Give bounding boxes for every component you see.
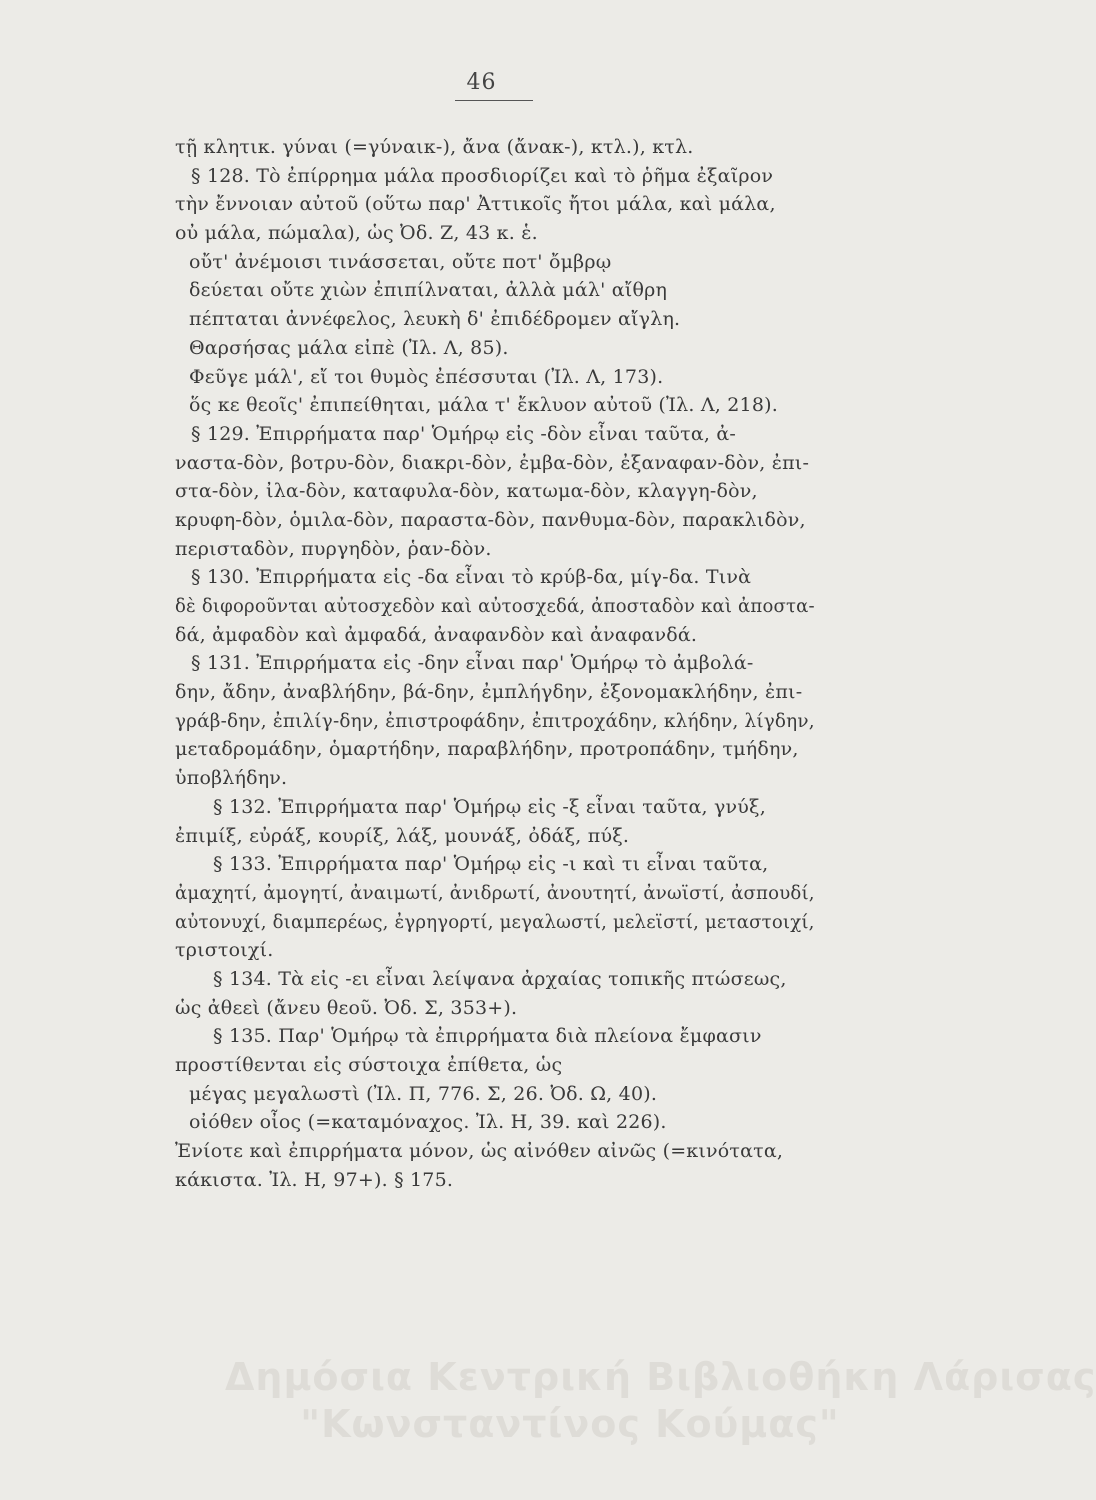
text-line: Φεῦγε μάλ', εἴ τοι θυμὸς ἐπέσσυται (Ἰλ. Λ, 173). [189, 365, 664, 388]
text-line: δην, ἄδην, ἀναβλήδην, βά-δην, ἐμπλήγδην, ἐξονομακλήδην, ἐπι- [175, 681, 803, 704]
text-line: δεύεται οὔτε χιὼν ἐπιπίλναται, ἀλλὰ μάλ' αἴθρη [189, 279, 668, 302]
text-line: Ἐνίοτε καὶ ἐπιρρήματα μόνον, ὡς αἰνόθεν αἰνῶς (=κινότατα, [175, 1140, 784, 1163]
text-line: γράβ-δην, ἐπιλίγ-δην, ἐπιστροφάδην, ἐπιτροχάδην, κλήδην, λίγδην, [175, 709, 815, 732]
text-line: οὐ μάλα, πώμαλα), ὡς Ὀδ. Ζ, 43 κ. ἑ. [175, 222, 538, 245]
text-line: πέπταται ἀννέφελος, λευκὴ δ' ἐπιδέδρομεν αἴγλη. [189, 308, 681, 331]
text-line: ἐπιμίξ, εὐράξ, κουρίξ, λάξ, μουνάξ, ὀδάξ, πύξ. [175, 824, 630, 847]
text-line: § 132. Ἐπιρρήματα παρ' Ὁμήρῳ εἰς -ξ εἶναι ταῦτα, γνύξ, [213, 795, 766, 818]
text-line: § 134. Τὰ εἰς -ει εἶναι λείψανα ἀρχαίας τοπικῆς πτώσεως, [213, 967, 787, 990]
page-number: 46 [466, 70, 497, 95]
text-line: οἰόθεν οἶος (=καταμόναχος. Ἰλ. Η, 39. καὶ 226). [189, 1111, 667, 1134]
text-line: ἀμαχητί, ἀμογητί, ἀναιμωτί, ἀνιδρωτί, ἀνουτητί, ἀνωϊστί, ἀσπουδί, [175, 881, 815, 904]
text-line: οὔτ' ἀνέμοισι τινάσσεται, οὔτε ποτ' ὄμβρῳ [189, 250, 612, 273]
library-watermark-line2: "Κωνσταντίνος Κούμας" [300, 1402, 840, 1446]
text-line: ὡς ἀθεεὶ (ἄνευ θεοῦ. Ὀδ. Σ, 353+). [175, 996, 518, 1019]
text-line: δά, ἀμφαδὸν καὶ ἀμφαδά, ἀναφανδὸν καὶ ἀναφανδά. [175, 623, 698, 646]
text-line: τῇ κλητικ. γύναι (=γύναικ-), ἄνα (ἄνακ-), κτλ.), κτλ. [175, 136, 694, 158]
text-line: § 130. Ἐπιρρήματα εἰς -δα εἶναι τὸ κρύβ-δα, μίγ-δα. Τινὰ [191, 566, 752, 589]
text-line: § 128. Τὸ ἐπίρρημα μάλα προσδιορίζει καὶ τὸ ῥῆμα ἐξαῖρον [191, 164, 774, 187]
text-line: τριστοιχί. [175, 939, 274, 962]
text-line: δὲ διφοροῦνται αὐτοσχεδὸν καὶ αὐτοσχεδά, ἀποσταδὸν καὶ ἀποστα- [175, 595, 815, 617]
header-rule [455, 100, 533, 101]
text-line: στα-δὸν, ἰλα-δὸν, καταφυλα-δὸν, κατωμα-δὸν, κλαγγη-δὸν, [175, 480, 758, 503]
text-line: ναστα-δὸν, βοτρυ-δὸν, διακρι-δὸν, ἐμβα-δὸν, ἐξαναφαν-δὸν, ἐπι- [175, 451, 810, 474]
library-watermark-line1: Δημόσια Κεντρική Βιβλιοθήκη Λάρισας [225, 1355, 1096, 1399]
text-line: Θαρσήσας μάλα εἰπὲ (Ἰλ. Λ, 85). [189, 336, 509, 359]
text-line: κρυφη-δὸν, ὁμιλα-δὸν, παραστα-δὸν, πανθυμα-δὸν, παρακλιδὸν, [175, 508, 806, 531]
text-line: κάκιστα. Ἰλ. Η, 97+). § 175. [175, 1168, 454, 1191]
text-line: μεταδρομάδην, ὁμαρτήδην, παραβλήδην, προτροπάδην, τμήδην, [175, 738, 799, 761]
text-line: § 133. Ἐπιρρήματα παρ' Ὁμήρῳ εἰς -ι καὶ τι εἶναι ταῦτα, [213, 853, 769, 876]
text-line: αὐτονυχί, διαμπερέως, ἐγρηγορτί, μεγαλωστί, μελεϊστί, μεταστοιχί, [175, 910, 815, 933]
text-line: τὴν ἔννοιαν αὐτοῦ (οὕτω παρ' Ἀττικοῖς ἤτοι μάλα, καὶ μάλα, [175, 193, 776, 216]
text-line: μέγας μεγαλωστὶ (Ἰλ. Π, 776. Σ, 26. Ὀδ. Ω, 40). [189, 1082, 658, 1105]
text-line: ὅς κε θεοῖς' ἐπιπείθηται, μάλα τ' ἔκλυον αὐτοῦ (Ἰλ. Λ, 218). [189, 394, 778, 417]
body-text [175, 133, 815, 1194]
text-line: προστίθενται εἰς σύστοιχα ἐπίθετα, ὡς [175, 1054, 563, 1076]
text-line: περισταδὸν, πυργηδὸν, ῥαν-δὸν. [175, 537, 492, 560]
text-line: § 129. Ἐπιρρήματα παρ' Ὁμήρῳ εἰς -δὸν εἶναι ταῦτα, ἀ- [191, 422, 737, 445]
text-line: § 135. Παρ' Ὁμήρῳ τὰ ἐπιρρήματα διὰ πλείονα ἔμφασιν [213, 1025, 762, 1048]
text-line: ὑποβλήδην. [175, 767, 288, 790]
text-line: § 131. Ἐπιρρήματα εἰς -δην εἶναι παρ' Ὁμήρῳ τὸ ἀμβολά- [191, 652, 754, 675]
